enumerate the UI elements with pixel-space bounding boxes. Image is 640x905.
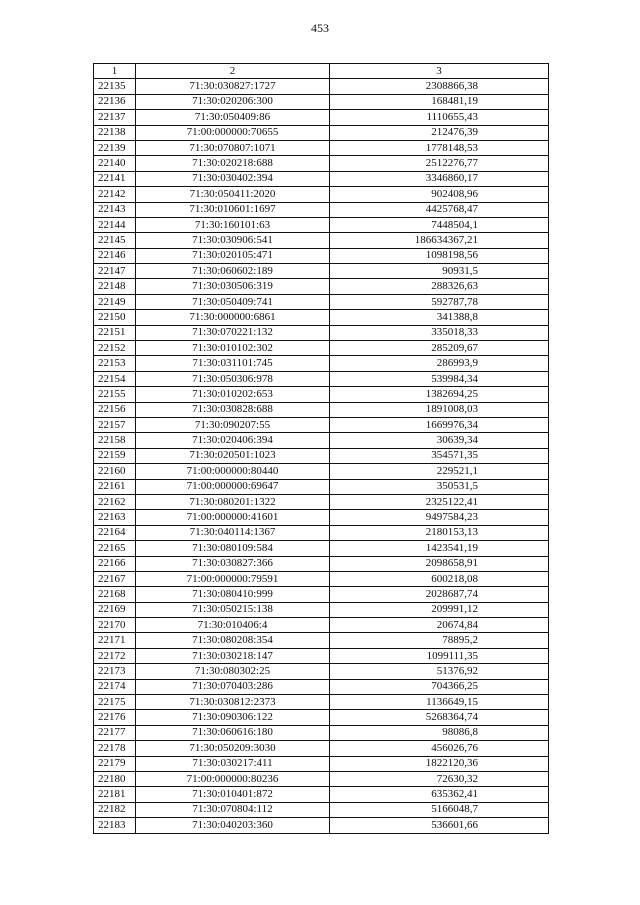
cadastral-value-cell: 212476,39 [330, 125, 549, 140]
cadastral-value-cell: 456026,76 [330, 741, 549, 756]
cadastral-value-cell: 2325122,41 [330, 494, 549, 509]
cadastral-number-cell: 71:30:070807:1071 [136, 140, 330, 155]
cadastral-number-cell: 71:30:060616:180 [136, 725, 330, 740]
table-row [94, 587, 549, 602]
table-row [94, 402, 549, 417]
table-row [94, 417, 549, 432]
row-number-cell: 22146 [94, 248, 136, 263]
table-row [94, 310, 549, 325]
cadastral-value-cell: 186634367,21 [330, 233, 549, 248]
row-number-cell: 22181 [94, 787, 136, 802]
cadastral-number-cell: 71:30:020206:300 [136, 94, 330, 109]
row-number-cell: 22170 [94, 618, 136, 633]
table-row [94, 79, 549, 94]
cadastral-number-cell: 71:30:030402:394 [136, 171, 330, 186]
cadastral-value-cell: 20674,84 [330, 618, 549, 633]
row-number-cell: 22169 [94, 602, 136, 617]
cadastral-number-cell: 71:30:050411:2020 [136, 187, 330, 202]
cadastral-number-cell: 71:30:030218:147 [136, 648, 330, 663]
cadastral-number-cell: 71:30:050306:978 [136, 371, 330, 386]
cadastral-value-cell: 98086,8 [330, 725, 549, 740]
cadastral-value-cell: 78895,2 [330, 633, 549, 648]
cadastral-value-cell: 1822120,36 [330, 756, 549, 771]
row-number-cell: 22177 [94, 725, 136, 740]
table-row [94, 741, 549, 756]
cadastral-value-cell: 335018,33 [330, 325, 549, 340]
table-row [94, 187, 549, 202]
table-row [94, 679, 549, 694]
cadastral-value-cell: 2098658,91 [330, 556, 549, 571]
cadastral-value-cell: 1891008,03 [330, 402, 549, 417]
cadastral-number-cell: 71:30:050409:741 [136, 294, 330, 309]
cadastral-value-cell: 2180153,13 [330, 525, 549, 540]
cadastral-number-cell: 71:30:030827:366 [136, 556, 330, 571]
cadastral-number-cell: 71:30:080410:999 [136, 587, 330, 602]
table-row [94, 787, 549, 802]
cadastral-number-cell: 71:30:060602:189 [136, 264, 330, 279]
row-number-cell: 22176 [94, 710, 136, 725]
cadastral-number-cell: 71:30:080201:1322 [136, 494, 330, 509]
cadastral-value-cell: 285209,67 [330, 341, 549, 356]
table-row [94, 479, 549, 494]
cadastral-number-cell: 71:30:010401:872 [136, 787, 330, 802]
row-number-cell: 22172 [94, 648, 136, 663]
row-number-cell: 22178 [94, 741, 136, 756]
row-number-cell: 22152 [94, 341, 136, 356]
cadastral-number-cell: 71:30:080208:354 [136, 633, 330, 648]
cadastral-value-cell: 286993,9 [330, 356, 549, 371]
cadastral-value-cell: 1382694,25 [330, 387, 549, 402]
row-number-cell: 22144 [94, 217, 136, 232]
cadastral-value-cell: 1136649,15 [330, 695, 549, 710]
table-row [94, 448, 549, 463]
cadastral-value-cell: 4425768,47 [330, 202, 549, 217]
cadastral-number-cell: 71:30:010202:653 [136, 387, 330, 402]
cadastral-value-cell: 600218,08 [330, 571, 549, 586]
table-row [94, 202, 549, 217]
table-row [94, 110, 549, 125]
table-row [94, 710, 549, 725]
cadastral-number-cell: 71:30:010102:302 [136, 341, 330, 356]
row-number-cell: 22174 [94, 679, 136, 694]
table-row [94, 464, 549, 479]
cadastral-number-cell: 71:00:000000:79591 [136, 571, 330, 586]
cadastral-value-cell: 7448504,1 [330, 217, 549, 232]
row-number-cell: 22139 [94, 140, 136, 155]
cadastral-number-cell: 71:30:020501:1023 [136, 448, 330, 463]
cadastral-value-cell: 354571,35 [330, 448, 549, 463]
cadastral-value-cell: 9497584,23 [330, 510, 549, 525]
row-number-cell: 22160 [94, 464, 136, 479]
table-row [94, 556, 549, 571]
cadastral-value-cell: 341388,8 [330, 310, 549, 325]
row-number-cell: 22143 [94, 202, 136, 217]
cadastral-value-cell: 1099111,35 [330, 648, 549, 663]
table-row [94, 279, 549, 294]
cadastral-number-cell: 71:30:010601:1697 [136, 202, 330, 217]
cadastral-value-cell: 539984,34 [330, 371, 549, 386]
cadastral-value-cell: 90931,5 [330, 264, 549, 279]
table-row [94, 387, 549, 402]
cadastral-value-cell: 2308866,38 [330, 79, 549, 94]
cadastral-value-cell: 229521,1 [330, 464, 549, 479]
row-number-cell: 22166 [94, 556, 136, 571]
row-number-cell: 22153 [94, 356, 136, 371]
cadastral-number-cell: 71:00:000000:70655 [136, 125, 330, 140]
table-row [94, 618, 549, 633]
row-number-cell: 22142 [94, 187, 136, 202]
cadastral-number-cell: 71:30:030828:688 [136, 402, 330, 417]
row-number-cell: 22167 [94, 571, 136, 586]
table-row [94, 217, 549, 232]
table-row [94, 356, 549, 371]
table-row [94, 294, 549, 309]
cadastral-number-cell: 71:00:000000:41601 [136, 510, 330, 525]
cadastral-number-cell: 71:30:030506:319 [136, 279, 330, 294]
column-header-1: 1 [94, 64, 136, 79]
cadastral-value-cell: 536601,66 [330, 818, 549, 833]
table-row [94, 264, 549, 279]
row-number-cell: 22149 [94, 294, 136, 309]
cadastral-number-cell: 71:30:070403:286 [136, 679, 330, 694]
cadastral-number-cell: 71:30:070804:112 [136, 802, 330, 817]
row-number-cell: 22138 [94, 125, 136, 140]
row-number-cell: 22137 [94, 110, 136, 125]
cadastral-value-table [93, 63, 549, 834]
cadastral-value-cell: 2028687,74 [330, 587, 549, 602]
table-row [94, 341, 549, 356]
row-number-cell: 22162 [94, 494, 136, 509]
table-row [94, 818, 549, 833]
column-header-3: 3 [330, 64, 549, 79]
row-number-cell: 22182 [94, 802, 136, 817]
row-number-cell: 22171 [94, 633, 136, 648]
row-number-cell: 22158 [94, 433, 136, 448]
cadastral-number-cell: 71:30:030827:1727 [136, 79, 330, 94]
cadastral-value-cell: 902408,96 [330, 187, 549, 202]
row-number-cell: 22165 [94, 541, 136, 556]
table-row [94, 371, 549, 386]
cadastral-value-cell: 1423541,19 [330, 541, 549, 556]
table-row [94, 525, 549, 540]
cadastral-number-cell: 71:30:070221:132 [136, 325, 330, 340]
table-row [94, 171, 549, 186]
table-row [94, 633, 549, 648]
table-row [94, 510, 549, 525]
row-number-cell: 22141 [94, 171, 136, 186]
row-number-cell: 22151 [94, 325, 136, 340]
table-header-row [94, 64, 549, 79]
cadastral-value-cell: 704366,25 [330, 679, 549, 694]
cadastral-value-cell: 5268364,74 [330, 710, 549, 725]
table-row [94, 664, 549, 679]
cadastral-number-cell: 71:30:020218:688 [136, 156, 330, 171]
row-number-cell: 22156 [94, 402, 136, 417]
cadastral-value-cell: 209991,12 [330, 602, 549, 617]
cadastral-number-cell: 71:30:020105:471 [136, 248, 330, 263]
cadastral-value-cell: 1669976,34 [330, 417, 549, 432]
row-number-cell: 22159 [94, 448, 136, 463]
cadastral-number-cell: 71:30:010406:4 [136, 618, 330, 633]
table-row [94, 94, 549, 109]
cadastral-number-cell: 71:30:160101:63 [136, 217, 330, 232]
cadastral-number-cell: 71:30:050209:3030 [136, 741, 330, 756]
row-number-cell: 22148 [94, 279, 136, 294]
cadastral-number-cell: 71:30:040203:360 [136, 818, 330, 833]
table-row [94, 156, 549, 171]
row-number-cell: 22161 [94, 479, 136, 494]
table-row [94, 695, 549, 710]
table-row [94, 541, 549, 556]
cadastral-number-cell: 71:30:031101:745 [136, 356, 330, 371]
row-number-cell: 22180 [94, 771, 136, 786]
row-number-cell: 22175 [94, 695, 136, 710]
table-row [94, 725, 549, 740]
cadastral-value-cell: 592787,78 [330, 294, 549, 309]
table-row [94, 494, 549, 509]
cadastral-value-cell: 72630,32 [330, 771, 549, 786]
cadastral-number-cell: 71:30:080302:25 [136, 664, 330, 679]
row-number-cell: 22140 [94, 156, 136, 171]
row-number-cell: 22168 [94, 587, 136, 602]
page-number: 453 [311, 21, 329, 35]
row-number-cell: 22147 [94, 264, 136, 279]
row-number-cell: 22164 [94, 525, 136, 540]
row-number-cell: 22154 [94, 371, 136, 386]
cadastral-value-cell: 1110655,43 [330, 110, 549, 125]
table-row [94, 648, 549, 663]
row-number-cell: 22135 [94, 79, 136, 94]
table-row [94, 802, 549, 817]
table-row [94, 433, 549, 448]
row-number-cell: 22150 [94, 310, 136, 325]
table-row [94, 771, 549, 786]
row-number-cell: 22136 [94, 94, 136, 109]
cadastral-number-cell: 71:30:030217:411 [136, 756, 330, 771]
cadastral-number-cell: 71:30:030906:541 [136, 233, 330, 248]
cadastral-value-cell: 1778148,53 [330, 140, 549, 155]
table-row [94, 125, 549, 140]
cadastral-value-cell: 350531,5 [330, 479, 549, 494]
cadastral-number-cell: 71:30:090207:55 [136, 417, 330, 432]
cadastral-number-cell: 71:30:000000:6861 [136, 310, 330, 325]
cadastral-value-cell: 2512276,77 [330, 156, 549, 171]
cadastral-number-cell: 71:00:000000:69647 [136, 479, 330, 494]
table-row [94, 233, 549, 248]
cadastral-number-cell: 71:30:040114:1367 [136, 525, 330, 540]
cadastral-number-cell: 71:00:000000:80440 [136, 464, 330, 479]
cadastral-value-cell: 5166048,7 [330, 802, 549, 817]
cadastral-number-cell: 71:00:000000:80236 [136, 771, 330, 786]
cadastral-number-cell: 71:30:050215:138 [136, 602, 330, 617]
row-number-cell: 22145 [94, 233, 136, 248]
cadastral-value-cell: 51376,92 [330, 664, 549, 679]
cadastral-number-cell: 71:30:030812:2373 [136, 695, 330, 710]
cadastral-value-cell: 3346860,17 [330, 171, 549, 186]
cadastral-value-cell: 168481,19 [330, 94, 549, 109]
cadastral-number-cell: 71:30:050409:86 [136, 110, 330, 125]
row-number-cell: 22173 [94, 664, 136, 679]
row-number-cell: 22163 [94, 510, 136, 525]
table-row [94, 756, 549, 771]
column-header-2: 2 [136, 64, 330, 79]
table-row [94, 140, 549, 155]
row-number-cell: 22179 [94, 756, 136, 771]
cadastral-value-cell: 30639,34 [330, 433, 549, 448]
cadastral-value-cell: 1098198,56 [330, 248, 549, 263]
cadastral-value-cell: 288326,63 [330, 279, 549, 294]
table-row [94, 571, 549, 586]
table-row [94, 248, 549, 263]
cadastral-number-cell: 71:30:020406:394 [136, 433, 330, 448]
table-row [94, 325, 549, 340]
cadastral-value-cell: 635362,41 [330, 787, 549, 802]
row-number-cell: 22183 [94, 818, 136, 833]
row-number-cell: 22155 [94, 387, 136, 402]
cadastral-number-cell: 71:30:080109:584 [136, 541, 330, 556]
row-number-cell: 22157 [94, 417, 136, 432]
table-row [94, 602, 549, 617]
cadastral-number-cell: 71:30:090306:122 [136, 710, 330, 725]
